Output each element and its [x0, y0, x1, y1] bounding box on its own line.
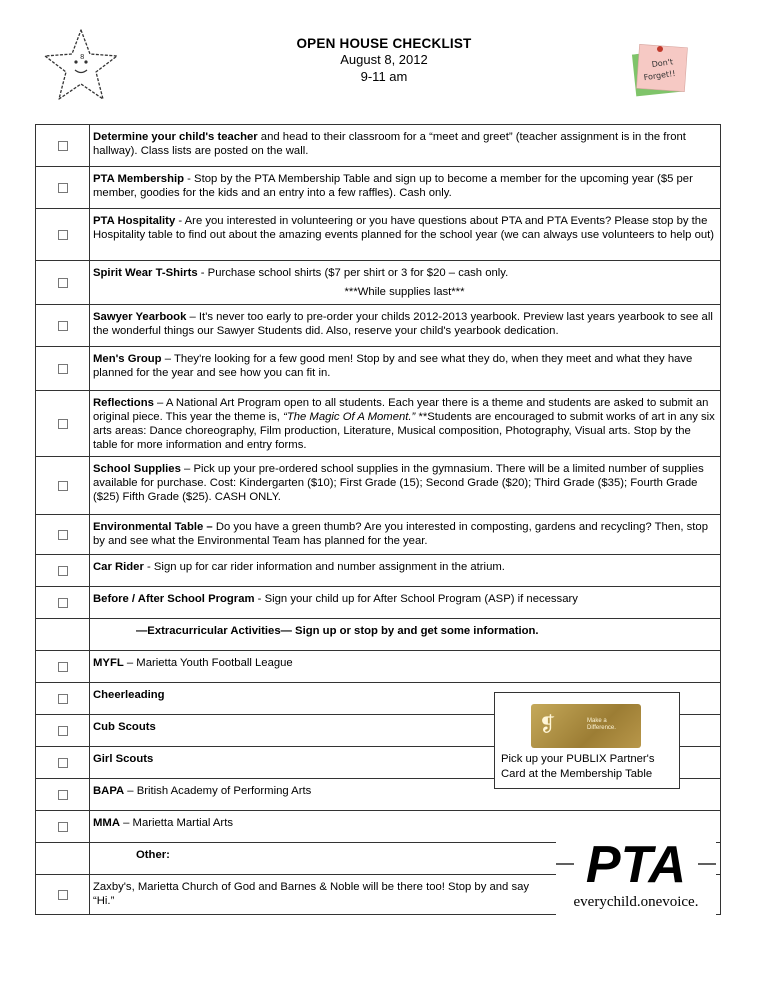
item-description: and head to their classroom for a “meet and greet” (teacher assignment is in the front hallway). Class lists are posted on the wall.	[93, 131, 686, 157]
event-time: 9-11 am	[360, 69, 408, 84]
page-title: OPEN HOUSE CHECKLIST	[296, 36, 472, 51]
checkbox[interactable]	[58, 822, 68, 832]
activity-label: Cub Scouts	[93, 721, 156, 733]
dont-forget-note-icon	[630, 40, 692, 102]
checkbox-cell	[36, 747, 90, 779]
supply-note: ***While supplies last***	[344, 286, 465, 298]
checklist-item	[36, 587, 721, 619]
checkbox[interactable]	[58, 183, 68, 193]
checkbox[interactable]	[58, 662, 68, 672]
item-description: - Sign your child up for After School Program (ASP) if necessary	[254, 593, 578, 605]
item-label: Environmental Table –	[93, 521, 213, 533]
checkbox-cell	[36, 167, 90, 209]
checkbox-cell	[36, 209, 90, 261]
checkbox-cell	[36, 587, 90, 619]
checklist-item-text	[90, 305, 721, 347]
checkbox[interactable]	[58, 890, 68, 900]
item-description: - Are you interested in volunteering or you have questions about PTA and PTA Events? Please stop by the Hospitality table to find out about the amazing events planned for the school year (we can always use volunteers to help out)	[93, 215, 715, 241]
activity-description: – British Academy of Performing Arts	[124, 785, 312, 797]
pta-logo	[556, 826, 716, 916]
checkbox[interactable]	[58, 790, 68, 800]
checkbox[interactable]	[58, 758, 68, 768]
checkbox-cell	[36, 555, 90, 587]
checkbox-cell	[36, 875, 90, 915]
checklist-item-text	[90, 515, 721, 555]
checkbox[interactable]	[58, 419, 68, 429]
checklist-item-text	[90, 555, 721, 587]
checkbox[interactable]	[58, 530, 68, 540]
closing-message: Zaxby's, Marietta Church of God and Barnes & Noble will be there too! Stop by and say “Hi.”	[93, 881, 530, 907]
checkbox-cell	[36, 347, 90, 391]
checkbox-cell	[36, 515, 90, 555]
item-label: Sawyer Yearbook	[93, 311, 187, 323]
item-label: Before / After School Program	[93, 593, 255, 605]
item-description: – They're looking for a few good men! Stop by and see what they do, when they meet and what they have planned for the year and see how you can fit in.	[93, 353, 693, 379]
checkbox-cell	[36, 305, 90, 347]
checklist-item	[36, 347, 721, 391]
checkbox-cell	[36, 779, 90, 811]
reflections-theme: “The Magic Of A Moment.”	[283, 411, 416, 423]
checkbox[interactable]	[58, 321, 68, 331]
item-description: - Sign up for car rider information and number assignment in the atrium.	[143, 561, 505, 573]
item-description: - Stop by the PTA Membership Table and sign up to become a member for the upcoming year ($5 per member, goodies for the kids and an entry into a few raffles). Cash only.	[93, 173, 693, 199]
checklist-item	[36, 125, 721, 167]
activity-label: MMA	[93, 817, 120, 829]
checklist-item-text	[90, 261, 721, 305]
activity-label: BAPA	[93, 785, 125, 797]
checklist-item-text	[90, 167, 721, 209]
item-label: PTA Hospitality	[93, 215, 176, 227]
item-description-more: **Students are encouraged to submit works of art in any six arts areas: Dance choreography, Film production, Literature, Musical composition, Photography, Visual arts. Stop by the table for more information and entry forms.	[93, 411, 715, 451]
item-label: Men's Group	[93, 353, 162, 365]
item-description: - Purchase school shirts ($7 per shirt or 3 for $20 – cash only.	[197, 267, 509, 279]
checklist-item	[36, 555, 721, 587]
checklist-item	[36, 209, 721, 261]
activity-description: – Marietta Youth Football League	[123, 657, 293, 669]
checklist-item-text	[90, 457, 721, 515]
extracurricular-heading-row	[36, 619, 721, 651]
checkbox-cell	[36, 391, 90, 457]
activity-description: – Marietta Martial Arts	[119, 817, 233, 829]
checklist-item-text	[90, 347, 721, 391]
item-description: – Pick up your pre-ordered school supplies in the gymnasium. There will be a limited number of supplies available for purchase. Cost: Kindergarten ($10); First Grade (15); Second Grade ($20); Third Grade ($35); Fourth Grade ($25) Fifth Grade ($25). CASH ONLY.	[93, 463, 704, 503]
checklist-item	[36, 391, 721, 457]
checklist-item	[36, 515, 721, 555]
item-description: – It's never too early to pre-order your childs 2012-2013 yearbook. Preview last years yearbook to see all the wonderful things our Sawyer Students did. Also, reserve your child's yearbook dedication.	[93, 311, 713, 337]
svg-text:8: 8	[80, 53, 85, 61]
checkbox-cell	[36, 261, 90, 305]
checkbox[interactable]	[58, 230, 68, 240]
activity-text	[90, 651, 721, 683]
item-label: Car Rider	[93, 561, 144, 573]
checklist-item	[36, 167, 721, 209]
activity-label: Cheerleading	[93, 689, 165, 701]
event-date: August 8, 2012	[340, 52, 428, 67]
checkbox-cell	[36, 811, 90, 843]
publix-partner-card-image: ❡ Make a Difference.	[531, 704, 641, 748]
checkbox[interactable]	[58, 694, 68, 704]
checklist-item	[36, 261, 721, 305]
activity-item	[36, 651, 721, 683]
publix-card-callout	[494, 692, 680, 789]
svg-text:Don't: Don't	[651, 57, 674, 70]
checkbox-cell	[36, 651, 90, 683]
item-description: – A National Art Program open to all students. Each year there is a theme and students are asked to submit an original piece. This year the theme is,	[93, 397, 709, 423]
item-label: School Supplies	[93, 463, 181, 475]
checkbox-cell	[36, 125, 90, 167]
activity-label: MYFL	[93, 657, 124, 669]
activity-label: Girl Scouts	[93, 753, 154, 765]
checklist-item	[36, 457, 721, 515]
checklist-item-text	[90, 391, 721, 457]
pta-tagline: everychild.onevoice.	[573, 894, 699, 910]
other-heading: Other:	[90, 843, 721, 875]
checkbox[interactable]	[58, 566, 68, 576]
checkbox[interactable]	[58, 726, 68, 736]
checklist-item-text	[90, 587, 721, 619]
item-label: PTA Membership	[93, 173, 185, 185]
publix-logo-icon: ❡	[539, 712, 556, 736]
item-description: Do you have a green thumb? Are you interested in composting, gardens and recycling? Then, stop by and see what the Environmental Team has planned for the year.	[93, 521, 708, 547]
item-label: Spirit Wear T-Shirts	[93, 267, 198, 279]
checkbox[interactable]	[58, 481, 68, 491]
svg-text:Forget!!: Forget!!	[643, 68, 677, 83]
checkbox[interactable]	[58, 364, 68, 374]
section-heading: —Extracurricular Activities— Sign up or stop by and get some information.	[90, 619, 721, 651]
checklist-item-text	[90, 125, 721, 167]
checklist-item-text	[90, 209, 721, 261]
pta-wordmark: PTA	[585, 836, 687, 894]
checkbox[interactable]	[58, 278, 68, 288]
item-label: Determine your child's teacher	[93, 131, 258, 143]
checklist-item	[36, 305, 721, 347]
checkbox-cell	[36, 457, 90, 515]
checkbox[interactable]	[58, 598, 68, 608]
checkbox-cell	[36, 715, 90, 747]
item-label: Reflections	[93, 397, 154, 409]
checklist-table	[35, 124, 721, 915]
publix-instructions: Pick up your PUBLIX Partner's Card at the Membership Table	[501, 753, 655, 780]
checkbox[interactable]	[58, 141, 68, 151]
checkbox-cell	[36, 683, 90, 715]
